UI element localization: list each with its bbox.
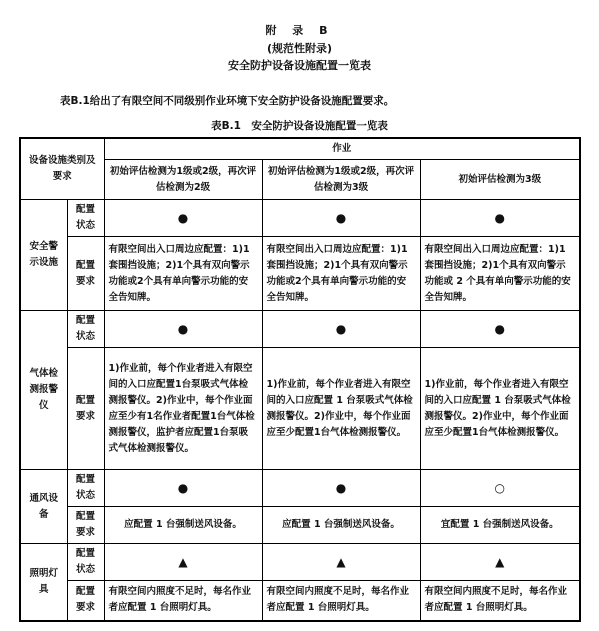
state-symbol: ▲ (262, 544, 420, 581)
col-header-2: 初始评估检测为1级或2级，再次评估检测为3级 (262, 160, 420, 200)
req-cell: 1)作业前，每个作业者进入有限空间的入口应配置 1 台泵吸式气体检测报警仪。2)作业中，每个作业面应至少配置1台气体检测报警仪。 (262, 348, 420, 470)
state-symbol: ● (104, 311, 262, 348)
col-header-3: 初始评估检测为3级 (420, 160, 580, 200)
group-header: 作业 (104, 138, 580, 160)
state-symbol: ● (104, 200, 262, 237)
state-symbol: ● (104, 470, 262, 507)
req-cell: 应配置 1 台强制送风设备。 (104, 507, 262, 544)
state-symbol: ● (262, 200, 420, 237)
state-label: 配置状态 (67, 311, 104, 348)
category-ventilation: 通风设备 (20, 470, 67, 544)
req-cell: 宜配置 1 台强制送风设备。 (420, 507, 580, 544)
col-header-1: 初始评估检测为1级或2级，再次评估检测为2级 (104, 160, 262, 200)
appendix-label: 附 录 B (265, 24, 334, 37)
state-label: 配置状态 (67, 470, 104, 507)
state-symbol: ▲ (420, 544, 580, 581)
req-cell: 有限空间出入口周边应配置：1)1套围挡设施；2)1个具有双向警示功能或2个具有单向警示功能的安全告知牌。 (104, 237, 262, 311)
state-symbol: ● (420, 200, 580, 237)
req-cell: 有限空间出入口周边应配置：1)1套围挡设施；2)1个具有双向警示功能或 2 个具有单向警示功能的安全告知牌。 (420, 237, 580, 311)
state-symbol: ● (262, 311, 420, 348)
intro-paragraph: 表B.1给出了有限空间不同级别作业环境下安全防护设备设施配置要求。 (60, 95, 395, 107)
req-cell: 有限空间内照度不足时，每名作业者应配置 1 台照明灯具。 (420, 581, 580, 621)
req-label: 配置要求 (67, 581, 104, 621)
req-label: 配置要求 (67, 348, 104, 470)
state-label: 配置状态 (67, 200, 104, 237)
req-cell: 应配置 1 台强制送风设备。 (262, 507, 420, 544)
req-cell: 1)作业前，每个作业者进入有限空间的入口应配置 1 台泵吸式气体检测报警仪。2)作业中，每个作业面应至少配置1台气体检测报警仪。 (420, 348, 580, 470)
state-label: 配置状态 (67, 544, 104, 581)
req-cell: 有限空间出入口周边应配置：1)1套围挡设施；2)1个具有双向警示功能或2个具有单向警示功能的安全告知牌。 (262, 237, 420, 311)
state-symbol: ● (262, 470, 420, 507)
state-symbol: ○ (420, 470, 580, 507)
config-table (19, 137, 581, 622)
category-lighting: 照明灯具 (20, 544, 67, 621)
state-symbol: ▲ (104, 544, 262, 581)
category-gas-detector: 气体检测报警仪 (20, 311, 67, 470)
req-cell: 有限空间内照度不足时，每名作业者应配置 1 台照明灯具。 (104, 581, 262, 621)
req-cell: 1)作业前，每个作业者进入有限空间的入口应配置1台泵吸式气体检测报警仪。2)作业中，每个作业面应至少有1名作业者配置1台气体检测报警仪，监护者应配置1台泵吸式气体检测报警仪。 (104, 348, 262, 470)
category-safety-warning: 安全警示设施 (20, 200, 67, 311)
normative-label: (规范性附录) (266, 42, 333, 55)
state-symbol: ● (420, 311, 580, 348)
appendix-title: 安全防护设备设施配置一览表 (228, 59, 371, 72)
req-cell: 有限空间内照度不足时，每名作业者应配置 1 台照明灯具。 (262, 581, 420, 621)
req-label: 配置要求 (67, 507, 104, 544)
req-label: 配置要求 (67, 237, 104, 311)
table-caption: 表B.1 安全防护设备设施配置一览表 (211, 120, 388, 132)
corner-header: 设备设施类别及要求 (20, 138, 104, 200)
